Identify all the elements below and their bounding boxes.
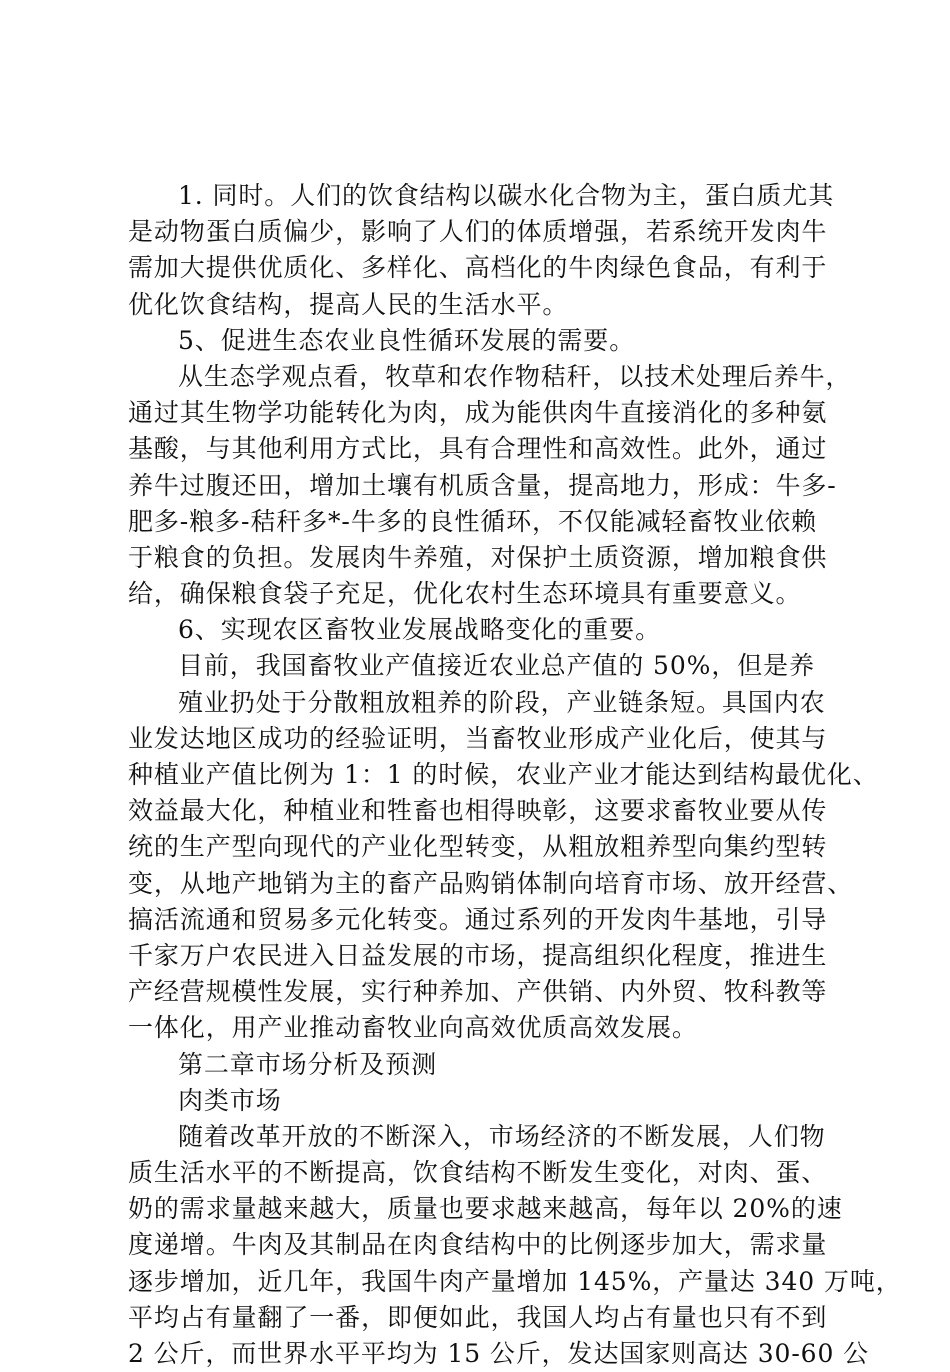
text-line: 度递增。牛肉及其制品在肉食结构中的比例逐步加大，需求量 xyxy=(128,1230,828,1260)
text-line: 效益最大化，种植业和牲畜也相得映彰，这要求畜牧业要从传 xyxy=(128,796,828,826)
text-line: 肥多-粮多-秸秆多*-牛多的良性循环，不仅能减轻畜牧业依赖 xyxy=(128,506,817,536)
text-line: 从生态学观点看，牧草和农作物秸秆，以技术处理后养牛， xyxy=(178,361,852,391)
text-line: 是动物蛋白质偏少，影响了人们的体质增强，若系统开发肉牛 xyxy=(128,217,828,247)
text-line: 第二章市场分析及预测 xyxy=(178,1049,438,1079)
text-line: 2 公斤，而世界水平平均为 15 公斤，发达国家则高达 30-60 公 xyxy=(128,1339,870,1368)
text-line: 殖业扔处于分散粗放粗养的阶段，产业链条短。具国内农 xyxy=(178,687,826,717)
text-line: 给，确保粮食袋子充足，优化农村生态环境具有重要意义。 xyxy=(128,579,802,609)
text-line: 千家万户农民进入日益发展的市场，提高组织化程度，推进生 xyxy=(128,940,828,970)
text-line: 种植业产值比例为 1：1 的时候，农业产业才能达到结构最优化、 xyxy=(128,760,879,789)
text-line: 产经营规模性发展，实行种养加、产供销、内外贸、牧科教等 xyxy=(128,977,828,1007)
text-line: 搞活流通和贸易多元化转变。通过系列的开发肉牛基地，引导 xyxy=(128,904,828,934)
text-line: 养牛过腹还田，增加土壤有机质含量，提高地力，形成：牛多- xyxy=(128,470,837,500)
text-line: 逐步增加，近几年，我国牛肉产量增加 145%，产量达 340 万吨， xyxy=(128,1266,902,1296)
text-line: 5、促进生态农业良性循环发展的需要。 xyxy=(178,325,636,355)
text-line: 肉类市场 xyxy=(178,1085,282,1115)
document-body xyxy=(128,178,902,1372)
text-line: 于粮食的负担。发展肉牛养殖，对保护土质资源，增加粮食供 xyxy=(128,542,828,572)
text-line: 6、实现农区畜牧业发展战略变化的重要。 xyxy=(178,615,662,645)
text-line: 优化饮食结构，提高人民的生活水平。 xyxy=(128,289,569,319)
text-line: 变，从地产地销为主的畜产品购销体制向培育市场、放开经营、 xyxy=(128,868,854,898)
text-line: 统的生产型向现代的产业化型转变，从粗放粗养型向集约型转 xyxy=(128,832,828,862)
text-line: 通过其生物学功能转化为肉，成为能供肉牛直接消化的多种氨 xyxy=(128,398,828,428)
text-line: 业发达地区成功的经验证明，当畜牧业形成产业化后，使其与 xyxy=(128,723,828,753)
text-line: 质生活水平的不断提高，饮食结构不断发生变化，对肉、蛋、 xyxy=(128,1158,828,1188)
text-line: 目前，我国畜牧业产值接近农业总产值的 50%，但是养 xyxy=(178,651,815,681)
text-line: 基酸，与其他利用方式比，具有合理性和高效性。此外，通过 xyxy=(128,434,828,464)
text-line: 一体化，用产业推动畜牧业向高效优质高效发展。 xyxy=(128,1013,698,1043)
text-line: 需加大提供优质化、多样化、高档化的牛肉绿色食品，有利于 xyxy=(128,253,828,283)
text-line: 平均占有量翻了一番，即便如此，我国人均占有量也只有不到 xyxy=(128,1302,828,1332)
text-line: 随着改革开放的不断深入，市场经济的不断发展，人们物 xyxy=(178,1121,826,1151)
text-line: 奶的需求量越来越大，质量也要求越来越高，每年以 20%的速 xyxy=(128,1194,843,1224)
text-line: 1. 同时。人们的饮食结构以碳水化合物为主，蛋白质尤其 xyxy=(178,181,835,210)
